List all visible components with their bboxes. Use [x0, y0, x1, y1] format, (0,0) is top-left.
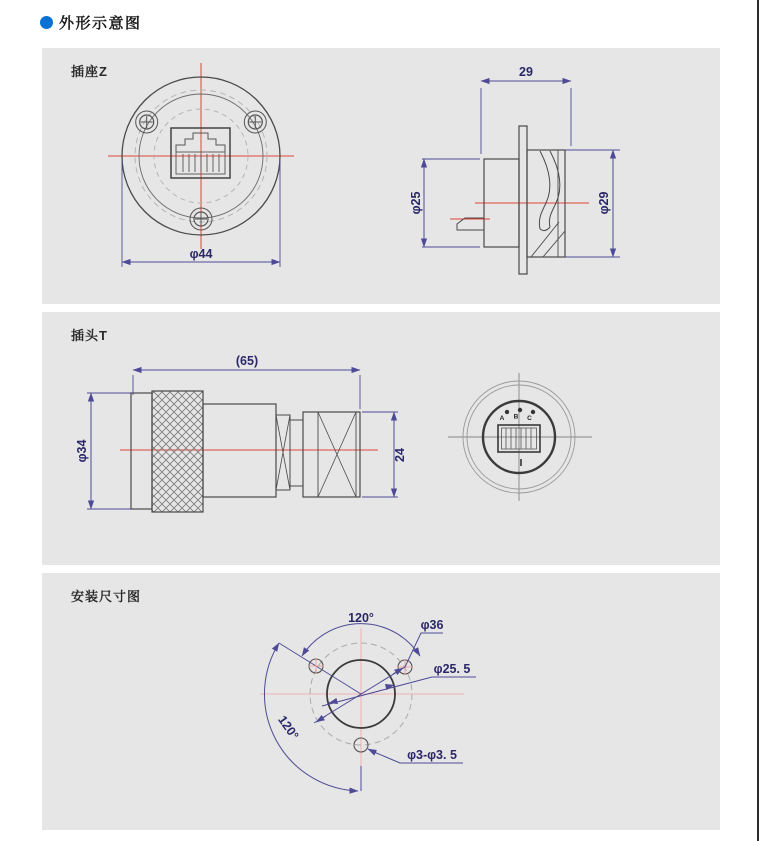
rear-cap — [131, 393, 152, 509]
plug-drawing — [42, 312, 720, 565]
panel-plug-label: 插头T — [71, 328, 108, 343]
pin-a-dot — [505, 410, 509, 414]
dim-mounting-length — [481, 65, 571, 154]
bullet-icon — [40, 16, 53, 29]
screw-top-right — [244, 111, 266, 133]
svg-text:φ36: φ36 — [420, 618, 444, 632]
svg-text:φ25. 5: φ25. 5 — [433, 662, 471, 676]
svg-text:29: 29 — [519, 65, 533, 79]
plug-front-view — [448, 373, 592, 501]
socket-drawing — [42, 48, 720, 304]
panel-socket-label: 插座Z — [71, 64, 108, 79]
socket-side-view — [409, 65, 620, 274]
section-header — [40, 12, 142, 33]
socket-front-view — [108, 63, 294, 267]
svg-text:120°: 120° — [275, 713, 302, 743]
pin-b-dot — [518, 408, 522, 412]
svg-text:φ25: φ25 — [409, 191, 423, 215]
pin-c-label: C — [527, 415, 532, 422]
mounting-hole-top-left — [308, 658, 324, 674]
panel-plug — [42, 312, 720, 565]
knurled-coupling-nut — [152, 391, 203, 512]
mounting-drawing — [42, 573, 720, 830]
svg-text:φ44: φ44 — [189, 247, 213, 261]
solder-contact — [457, 218, 484, 230]
page-right-border — [757, 0, 759, 841]
screw-top-left — [136, 111, 158, 133]
svg-text:φ3-φ3. 5: φ3-φ3. 5 — [407, 748, 457, 762]
dim-body-diameter — [75, 393, 131, 509]
svg-text:φ34: φ34 — [75, 439, 89, 463]
panel-mounting-label: 安装尺寸图 — [71, 589, 142, 604]
svg-text:(65): (65) — [235, 354, 259, 368]
pin-c-dot — [531, 410, 535, 414]
svg-text:φ29: φ29 — [597, 191, 611, 215]
dim-screw-holes — [368, 748, 463, 763]
dim-bolt-circle — [314, 618, 443, 723]
plug-side-view — [75, 354, 407, 512]
panel-socket — [42, 48, 720, 304]
svg-text:24: 24 — [393, 448, 407, 462]
pin-a-label: A — [499, 415, 505, 422]
mounting-flange-plate — [519, 126, 527, 274]
dim-body-diameter — [409, 159, 480, 247]
front-ring — [303, 412, 360, 497]
panel-mounting — [42, 573, 720, 830]
section-title: 外形示意图 — [59, 15, 142, 32]
svg-text:120°: 120° — [348, 611, 374, 625]
dim-front-diameter — [362, 412, 407, 497]
pin-b-label: B — [513, 413, 519, 421]
